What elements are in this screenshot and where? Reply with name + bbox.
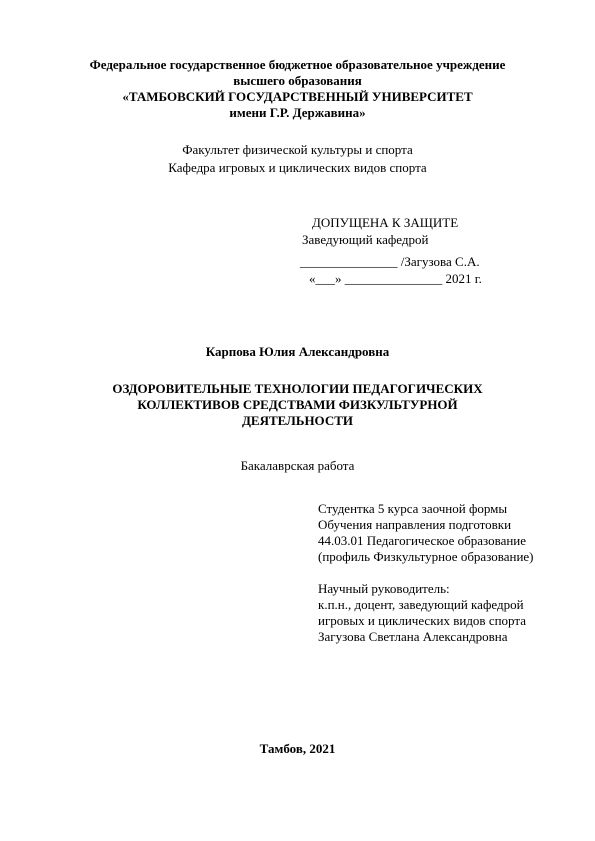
supervisor-title: к.п.н., доцент, заведующий кафедрой — [318, 597, 524, 612]
faculty-name: Факультет физической культуры и спорта — [182, 142, 413, 157]
thesis-title-line-2: КОЛЛЕКТИВОВ СРЕДСТВАМИ ФИЗКУЛЬТУРНОЙ — [137, 397, 458, 412]
student-info-line-4: (профиль Физкультурное образование) — [318, 549, 534, 564]
supervisor-department: игровых и циклических видов спорта — [318, 613, 526, 628]
institution-line-2: высшего образования — [233, 73, 362, 88]
city-year: Тамбов, 2021 — [259, 741, 336, 756]
approval-signature: _______________ /Загузова С.А. — [300, 254, 480, 269]
approval-role: Заведующий кафедрой — [302, 232, 429, 247]
work-type: Бакалаврская работа — [240, 458, 355, 473]
department-name: Кафедра игровых и циклических видов спорта — [168, 160, 427, 175]
thesis-title-line-1: ОЗДОРОВИТЕЛЬНЫЕ ТЕХНОЛОГИИ ПЕДАГОГИЧЕСКИХ — [112, 381, 483, 396]
supervisor-label: Научный руководитель: — [318, 581, 450, 596]
approval-title: ДОПУЩЕНА К ЗАЩИТЕ — [312, 215, 459, 230]
approval-date: «___» _______________ 2021 г. — [309, 271, 482, 286]
university-name-suffix: имени Г.Р. Державина» — [229, 105, 366, 120]
thesis-title-line-3: ДЕЯТЕЛЬНОСТИ — [241, 413, 353, 428]
student-info-line-3: 44.03.01 Педагогическое образование — [318, 533, 527, 548]
student-info-line-2: Обучения направления подготовки — [318, 517, 512, 532]
student-info-line-1: Студентка 5 курса заочной формы — [318, 501, 508, 516]
author-name: Карпова Юлия Александровна — [205, 344, 390, 359]
supervisor-name: Загузова Светлана Александровна — [318, 629, 508, 644]
institution-line-1: Федеральное государственное бюджетное образовательное учреждение — [89, 57, 506, 72]
university-name: «ТАМБОВСКИЙ ГОСУДАРСТВЕННЫЙ УНИВЕРСИТЕТ — [122, 89, 473, 104]
